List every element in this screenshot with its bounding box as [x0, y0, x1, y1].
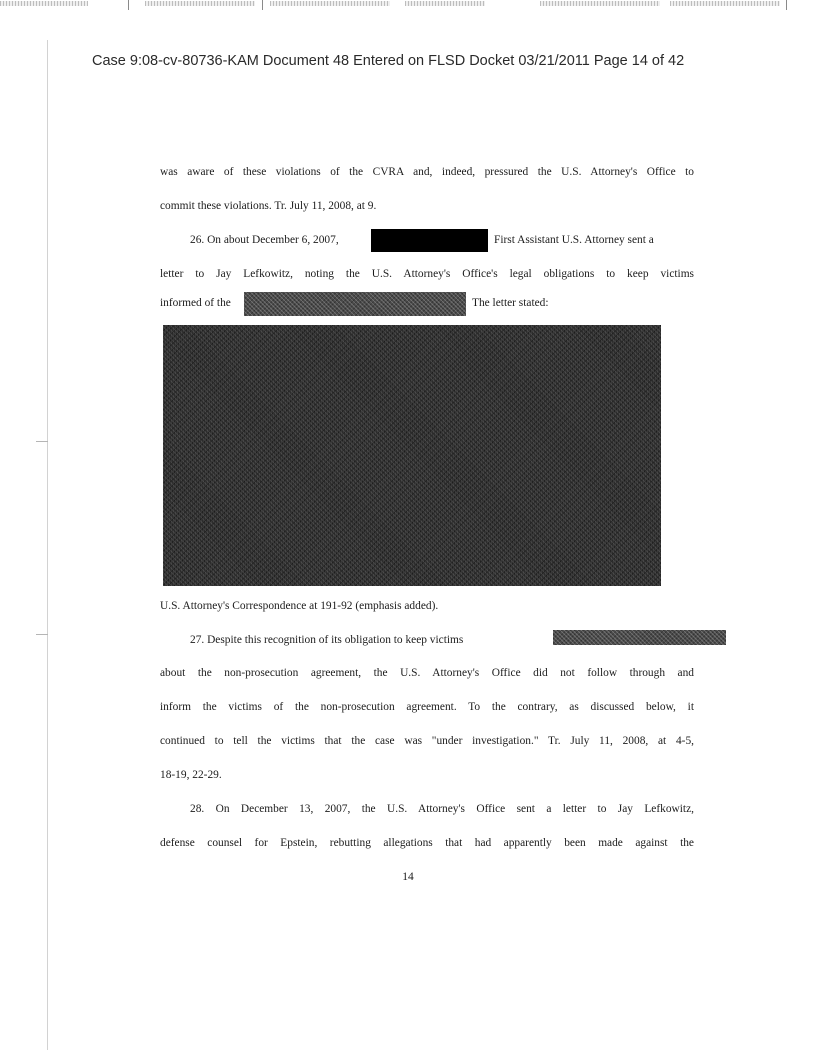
court-filing-header: Case 9:08-cv-80736-KAM Document 48 Entered on FLSD Docket 03/21/2011 Page 14 of 42: [92, 53, 685, 69]
body-line-11: 18-19, 22-29.: [160, 769, 222, 781]
body-line-10: continued to tell the victims that the case was "under investigation." Tr. July 11, 2008, at 4-5,: [160, 735, 694, 747]
body-line-5-end: The letter stated:: [472, 297, 549, 309]
redaction-block: [553, 630, 726, 645]
body-line-13: defense counsel for Epstein, rebutting allegations that had apparently been made against the: [160, 837, 694, 849]
para-28-start: 28. On December 13, 2007, the U.S. Attorney's Office sent a letter to Jay Lefkowitz,: [190, 803, 694, 815]
page-number: 14: [402, 871, 414, 883]
body-line-2: commit these violations. Tr. July 11, 2008, at 9.: [160, 200, 377, 212]
redaction-block: [371, 229, 488, 252]
para-27-start: 27. Despite this recognition of its obligation to keep victims: [190, 634, 464, 646]
para-26-start: 26. On about December 6, 2007,: [190, 234, 339, 246]
scan-edge-mark: [36, 634, 48, 635]
body-line-4: letter to Jay Lefkowitz, noting the U.S. Attorney's Office's legal obligations to keep victims: [160, 268, 694, 280]
redaction-block: [244, 292, 466, 316]
body-line-5-start: informed of the: [160, 297, 231, 309]
body-line-8: about the non-prosecution agreement, the U.S. Attorney's Office did not follow through and: [160, 667, 694, 679]
body-line-1: was aware of these violations of the CVRA and, indeed, pressured the U.S. Attorney's Office to: [160, 166, 694, 178]
scan-left-edge: [47, 40, 48, 1050]
scan-edge-mark: [36, 441, 48, 442]
citation-line: U.S. Attorney's Correspondence at 191-92 (emphasis added).: [160, 600, 439, 612]
body-line-9: inform the victims of the non-prosecution agreement. To the contrary, as discussed below, it: [160, 701, 694, 713]
scan-top-edge: [0, 0, 816, 12]
redacted-quotation-block: [163, 325, 661, 586]
para-26-continued: First Assistant U.S. Attorney sent a: [494, 234, 654, 246]
